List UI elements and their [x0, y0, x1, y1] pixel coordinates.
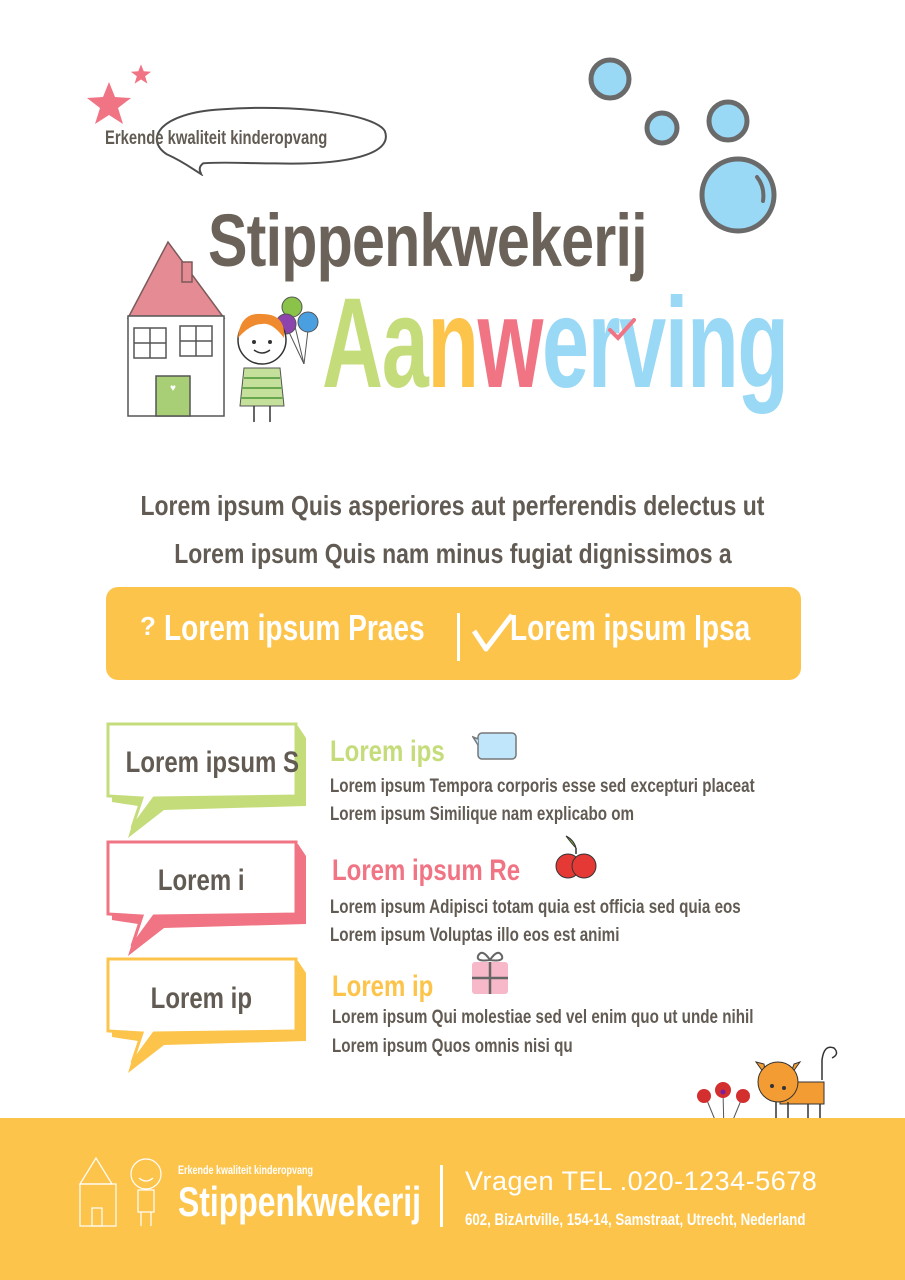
speech-bubble-yellow: [104, 957, 309, 1077]
banner-left-label: Lorem ipsum Praes: [164, 607, 425, 648]
feature-1-title: Lorem ips: [330, 735, 445, 768]
feature-3-line-1: Lorem ipsum Qui molestiae sed vel enim quo ut unde nihil: [332, 1007, 754, 1028]
tagline: Erkende kwaliteit kinderopvang: [105, 128, 328, 149]
intro-line-1: Lorem ipsum Quis asperiores aut perferendis delectus ut: [140, 490, 765, 521]
headline-letter: e: [542, 272, 588, 415]
house-illustration: [120, 238, 232, 420]
small-star-icon: [130, 63, 152, 85]
headline: [322, 272, 788, 415]
highlight-banner: [106, 587, 801, 680]
footer: [0, 1118, 905, 1280]
feature-2-bubble-label: Lorem i: [158, 864, 245, 897]
headline-letter: i: [664, 272, 688, 415]
feature-3-line-2: Lorem ipsum Quos omnis nisi qu: [332, 1036, 573, 1057]
speech-bubble-green: [104, 722, 309, 842]
headline-letter: n: [687, 272, 738, 415]
headline-letter: A: [322, 272, 382, 415]
feature-2-title: Lorem ipsum Re: [332, 854, 521, 887]
banner-right-label: Lorem ipsum Ipsa: [510, 607, 751, 648]
footer-divider: [440, 1165, 443, 1227]
feature-1-line-2: Lorem ipsum Similique nam explicabo om: [330, 804, 635, 825]
intro-line-2: Lorem ipsum Quis nam minus fugiat dignissimos a: [173, 538, 732, 569]
heart-check-icon: [608, 318, 636, 342]
headline-letter: v: [619, 272, 665, 415]
feature-2-line-2: Lorem ipsum Voluptas illo eos est animi: [330, 925, 620, 946]
headline-letter: r: [587, 272, 620, 415]
checkmark-icon: [472, 613, 514, 653]
headline-letter: g: [737, 272, 788, 415]
headline-letter: a: [381, 272, 428, 415]
footer-brand: Stippenkwekerij: [178, 1178, 422, 1225]
footer-house-icon: [78, 1156, 120, 1228]
feature-3-title: Lorem ip: [332, 970, 434, 1003]
footer-phone[interactable]: Vragen TEL .020-1234-5678: [465, 1166, 818, 1196]
apple-icon: [552, 834, 600, 882]
headline-letter: n: [427, 272, 478, 415]
chat-bubble-icon: [472, 731, 518, 761]
feature-2-line-1: Lorem ipsum Adipisci totam quia est officia sed quia eos: [330, 897, 741, 918]
feature-3-bubble-label: Lorem ip: [150, 982, 253, 1015]
feature-1-bubble-label: Lorem ipsum S: [125, 746, 300, 779]
question-mark-icon: ?: [140, 611, 156, 641]
footer-child-icon: [126, 1156, 166, 1228]
gift-icon: [468, 948, 512, 996]
girl-with-balloons-illustration: [222, 292, 332, 427]
footer-address: 602, BizArtville, 154-14, Samstraat, Utrecht, Nederland: [465, 1210, 806, 1229]
cat-illustration: [752, 1040, 842, 1130]
svg-text:♥: ♥: [170, 383, 176, 394]
feature-1-line-1: Lorem ipsum Tempora corporis esse sed excepturi placeat: [330, 776, 755, 797]
speech-bubble-pink: [104, 840, 309, 960]
brand-title: Stippenkwekerij: [208, 199, 647, 282]
footer-tagline: Erkende kwaliteit kinderopvang: [178, 1163, 314, 1177]
banner-divider: [457, 613, 460, 661]
headline-letter: w: [477, 272, 543, 415]
